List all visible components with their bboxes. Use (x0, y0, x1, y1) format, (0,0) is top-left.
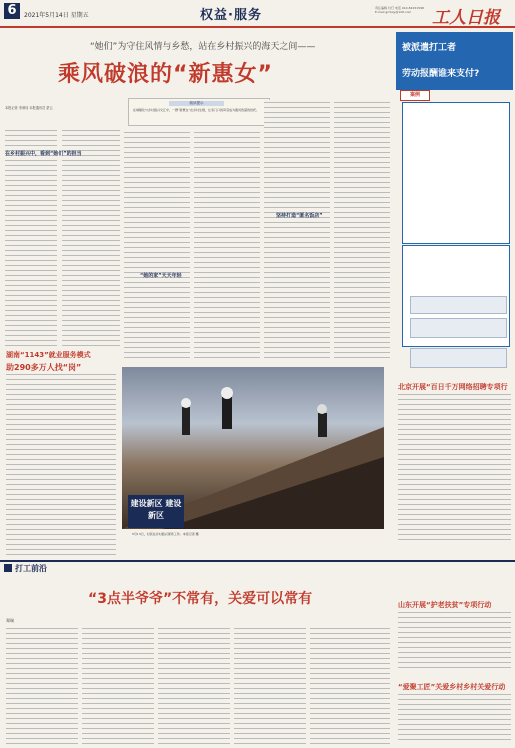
case-box-1 (402, 102, 510, 244)
right-banner-line-1: 被派遣打工者 (402, 43, 457, 53)
band-icon (4, 564, 12, 572)
issue-date: 2021年5月14日 星期五 (24, 12, 89, 19)
right-body-1 (398, 392, 511, 542)
subhead-1: 在乡村振兴中，看到“她们”的担当 (5, 151, 82, 157)
side-story-line-2: 助290多万人找“岗” (6, 363, 82, 372)
body-text-col-4 (194, 130, 260, 360)
info-card-2 (410, 318, 507, 338)
subhead-2: “她的家”天天年轻 (140, 273, 182, 279)
editor-meta: 责任编辑 付玎 电话 010-84151598 E-mail grrbqy@126.com (375, 6, 424, 14)
right-headline-2: 山东开展“护老扶贫”专项行动 (398, 601, 492, 609)
editor-note (128, 98, 270, 126)
right-headline-1: 北京开展“百日千万网络招聘专项行 (398, 383, 508, 391)
editor-note-text: 在城镇化与乡村振兴交汇中，一群“新惠女”在乡村生根，让家门口的风景成为脱贫致富的依托。 (133, 108, 260, 112)
bottom-body-col-1 (6, 626, 78, 744)
bottom-body-col-3 (158, 626, 230, 744)
newspaper-logo: 工人日报 (432, 8, 500, 28)
case-label: 案例 (400, 90, 430, 101)
right-banner (396, 32, 513, 90)
info-card-1 (410, 296, 507, 314)
story-photo (122, 367, 384, 529)
side-story-headline (6, 350, 116, 373)
body-text-col-5 (264, 100, 330, 360)
body-text-col-6 (334, 100, 390, 360)
bottom-body-col-4 (234, 626, 306, 744)
photo-caption: 5月13日，村民在乡村振兴现场工作。本报记者 摄 (132, 532, 199, 536)
photo-caption-box: 建设新区 建设新区 (128, 495, 184, 528)
story-byline: 本报记者 李润钊 本报通讯员 蒙云 (5, 106, 53, 110)
editor-note-label: 阅读提示 (169, 101, 224, 106)
bottom-headline: “3点半爷爷”不常有，关爱可以常有 (88, 591, 313, 607)
info-card-3 (410, 348, 507, 368)
body-text-col-1 (5, 128, 57, 348)
section-title: 权益·服务 (200, 8, 262, 23)
bottom-body-col-5 (310, 626, 390, 744)
bottom-byline: 郑瑞 (6, 618, 14, 623)
side-story-line-1: 湖南“1143”就业服务模式 (6, 351, 91, 359)
right-headline-3: “爱聚工匠”关爱乡村乡村关爱行动 (398, 683, 506, 691)
side-story-body (6, 372, 116, 556)
band-label: 打工前沿 (15, 564, 47, 573)
story-headline: 乘风破浪的“新惠女” (58, 62, 273, 87)
right-body-3 (398, 692, 511, 742)
story-kicker: “她们”为守住风情与乡愁，站在乡村振兴的海天之间—— (90, 42, 316, 52)
right-body-2 (398, 610, 511, 670)
body-text-col-3 (124, 130, 190, 360)
subhead-3: 坚持打造“匿名饭店” (276, 213, 323, 219)
bottom-body-col-2 (82, 626, 154, 744)
section-band (0, 560, 515, 576)
right-banner-line-2: 劳动报酬谁来支付? (402, 69, 480, 79)
page-number: 6 (4, 3, 20, 19)
body-text-col-2 (62, 128, 120, 348)
